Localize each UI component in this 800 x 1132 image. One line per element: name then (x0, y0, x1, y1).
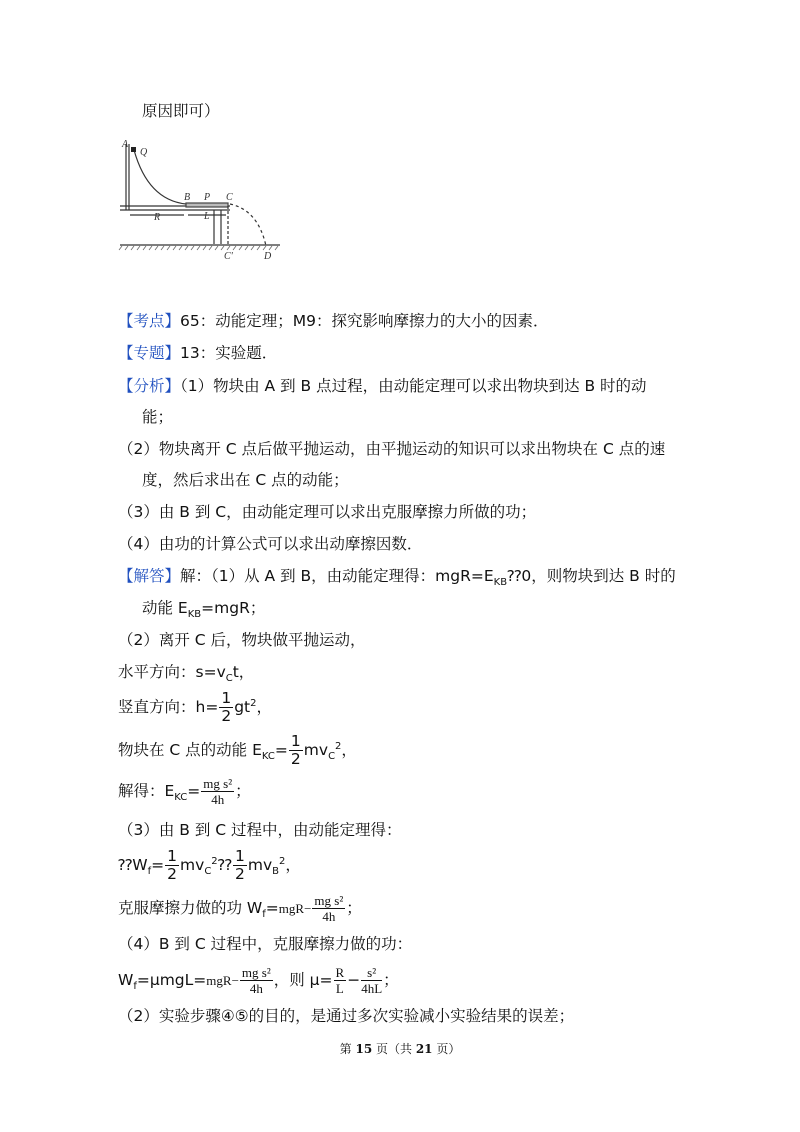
label-r: R (154, 212, 161, 223)
frac-num: 1 (234, 847, 245, 865)
jieda-text-4: 水平方向：s=v (118, 663, 226, 681)
jieda-line-5 (118, 690, 272, 725)
label-c-prime: C' (224, 251, 233, 262)
mgr-term: mgR− (278, 901, 312, 916)
jieda-text-5: 竖直方向：h= (118, 698, 219, 716)
ground-hatching (119, 246, 278, 250)
sub-c: C (328, 751, 336, 763)
fraction-s2-4hl (361, 965, 382, 996)
fenxi-line-2: （2）物块离开 C 点后做平抛运动，由平抛运动的知识可以求出物块在 C 点的速 (118, 440, 666, 458)
jieda-line-6 (118, 733, 357, 768)
sup-2: 2 (279, 855, 286, 867)
jieda-text-12-a: =μmgL= (136, 971, 207, 989)
jieda-text-12-end: ； (383, 971, 399, 989)
jieda-line-4 (118, 661, 254, 690)
jieda-text-6-end: ， (341, 741, 357, 759)
fenxi-line-3: （3）由 B 到 C，由动能定理可以求出克服摩擦力所做的功； (118, 503, 537, 521)
fraction-mgs2-4h (312, 893, 345, 924)
frac-den: 4h (249, 981, 263, 996)
sub-c: C (204, 866, 212, 878)
sub-kb: KB (493, 577, 508, 589)
jieda-text-5-tail: gt (234, 698, 251, 716)
minus-sign: − (347, 971, 361, 989)
fenxi-tag: 【分析】 (118, 377, 181, 395)
zhuanti-text: 13：实验题． (180, 344, 278, 362)
jieda-text-10-end: ； (346, 899, 362, 917)
frac-den: L (335, 981, 344, 996)
jieda-text-9: ⁇W (118, 856, 148, 874)
footer-pre: 第 (339, 1042, 356, 1056)
sup-2: 2 (250, 697, 257, 709)
physics-diagram (118, 138, 288, 262)
jieda-line-3: （2）离开 C 后，物块做平抛运动， (118, 631, 366, 649)
jieda-tag: 【解答】 (118, 567, 181, 585)
fenxi-line-4: （4）由功的计算公式可以求出动摩擦因数． (118, 535, 423, 553)
fenxi-line-1b: 能； (142, 408, 174, 426)
sup-2: 2 (211, 855, 218, 867)
jieda-text-9-mid2: mv (247, 856, 273, 874)
jieda-text-7-end: ； (235, 782, 251, 800)
sub-b: B (272, 866, 279, 878)
intro-tail: 原因即可） (142, 102, 220, 120)
equals: = (187, 782, 201, 800)
sub-kc: KC (174, 792, 188, 804)
fraction-half-3 (165, 848, 179, 883)
fenxi-text-1: （1）物块由 A 到 B 点过程，由动能定理可以求出物块到达 B 时的动 (180, 377, 647, 395)
fenxi-line-2b: 度，然后求出在 C 点的动能； (142, 471, 349, 489)
zhuanti-line (118, 342, 277, 364)
frac-den: 2 (221, 707, 232, 725)
jieda-text-10: 克服摩擦力做的功 W (118, 899, 263, 917)
fraction-r-l (334, 965, 347, 996)
mgr-term: mgR− (206, 973, 239, 988)
jieda-text-1-tail: ⁇0，则物块到达 B 时的 (507, 567, 676, 585)
frac-num: 1 (167, 847, 178, 865)
jieda-line-7 (118, 776, 251, 809)
jieda-line-13: （2）实验步骤④⑤的目的，是通过多次实验减小实验结果的误差； (118, 1007, 575, 1025)
block-q (131, 147, 136, 152)
label-q: Q (140, 147, 148, 158)
label-c: C (226, 192, 233, 203)
frac-den: 4hL (361, 981, 383, 996)
frac-num: 1 (221, 689, 232, 707)
fraction-half (219, 690, 233, 725)
footer-post: 页） (432, 1042, 461, 1056)
equals: = (151, 856, 165, 874)
frac-den: 2 (234, 865, 245, 883)
jieda-text-5-end: ， (256, 698, 272, 716)
sub-f: f (133, 981, 137, 993)
frac-den: 2 (167, 865, 178, 883)
diagram-graphics (120, 144, 280, 246)
frac-num: 1 (290, 732, 301, 750)
equals: = (265, 899, 279, 917)
jieda-line-8: （3）由 B 到 C 过程中，由动能定理得： (118, 821, 402, 839)
frac-den: 4h (322, 909, 336, 924)
jieda-line-10 (118, 893, 362, 926)
jieda-text-12: W (118, 971, 134, 989)
fraction-half-2 (289, 733, 303, 768)
footer-total-pages: 21 (415, 1042, 433, 1056)
jieda-text-1: 解：（1）从 A 到 B，由动能定理得：mgR=E (180, 567, 494, 585)
label-b: B (184, 192, 191, 203)
frac-den: 2 (290, 750, 301, 768)
kaodian-line (118, 310, 548, 332)
jieda-line-9 (118, 848, 301, 883)
jieda-text-4-tail: t， (232, 663, 255, 681)
jieda-text-9-end: ， (285, 856, 301, 874)
frac-den: 4h (211, 792, 225, 807)
jieda-text-6-tail: mv (303, 741, 329, 759)
sub-kc: KC (261, 751, 275, 763)
jieda-line-11: （4）B 到 C 过程中，克服摩擦力做的功： (118, 935, 413, 953)
jieda-text-6: 物块在 C 点的动能 E (118, 741, 262, 759)
fraction-mgs2-4h (240, 965, 273, 996)
jieda-text-2: 动能 E (142, 599, 188, 617)
label-p: P (204, 192, 211, 203)
frac-num: s² (361, 965, 382, 981)
sub-f: f (262, 909, 266, 921)
jieda-line-2 (142, 597, 265, 626)
kaodian-text: 65：动能定理；M9：探究影响摩擦力的大小的因素． (180, 312, 549, 330)
jieda-text-7: 解得：E (118, 782, 175, 800)
jieda-text-12-mid: ，则 μ= (273, 971, 333, 989)
fraction-mgs2-4h (201, 776, 234, 807)
frac-num: mg s² (314, 893, 344, 908)
kaodian-tag: 【考点】 (118, 312, 181, 330)
equals: = (274, 741, 288, 759)
sub-f: f (147, 866, 152, 878)
zhuanti-tag: 【专题】 (118, 344, 181, 362)
label-a: A (122, 139, 129, 150)
jieda-text-2-tail: =mgR； (201, 599, 266, 617)
footer-page-number: 15 (355, 1042, 373, 1056)
footer-mid: 页（共 (372, 1042, 416, 1056)
sub-kb-2: KB (187, 609, 202, 621)
fenxi-line-1 (118, 375, 647, 397)
jieda-line-1 (118, 565, 676, 594)
jieda-line-12 (118, 965, 399, 998)
label-d: D (264, 251, 272, 262)
jieda-text-9-mid: mv (180, 856, 205, 874)
label-l: L (204, 211, 210, 222)
frac-num: R (335, 965, 345, 980)
frac-num: mg s² (203, 776, 233, 791)
fraction-half-4 (233, 848, 247, 883)
sub-c: C (225, 673, 233, 685)
frac-num: mg s² (241, 965, 271, 980)
missing-glyph: ⁇ (217, 856, 232, 874)
sup-2: 2 (335, 740, 342, 752)
page-footer (0, 1040, 800, 1057)
